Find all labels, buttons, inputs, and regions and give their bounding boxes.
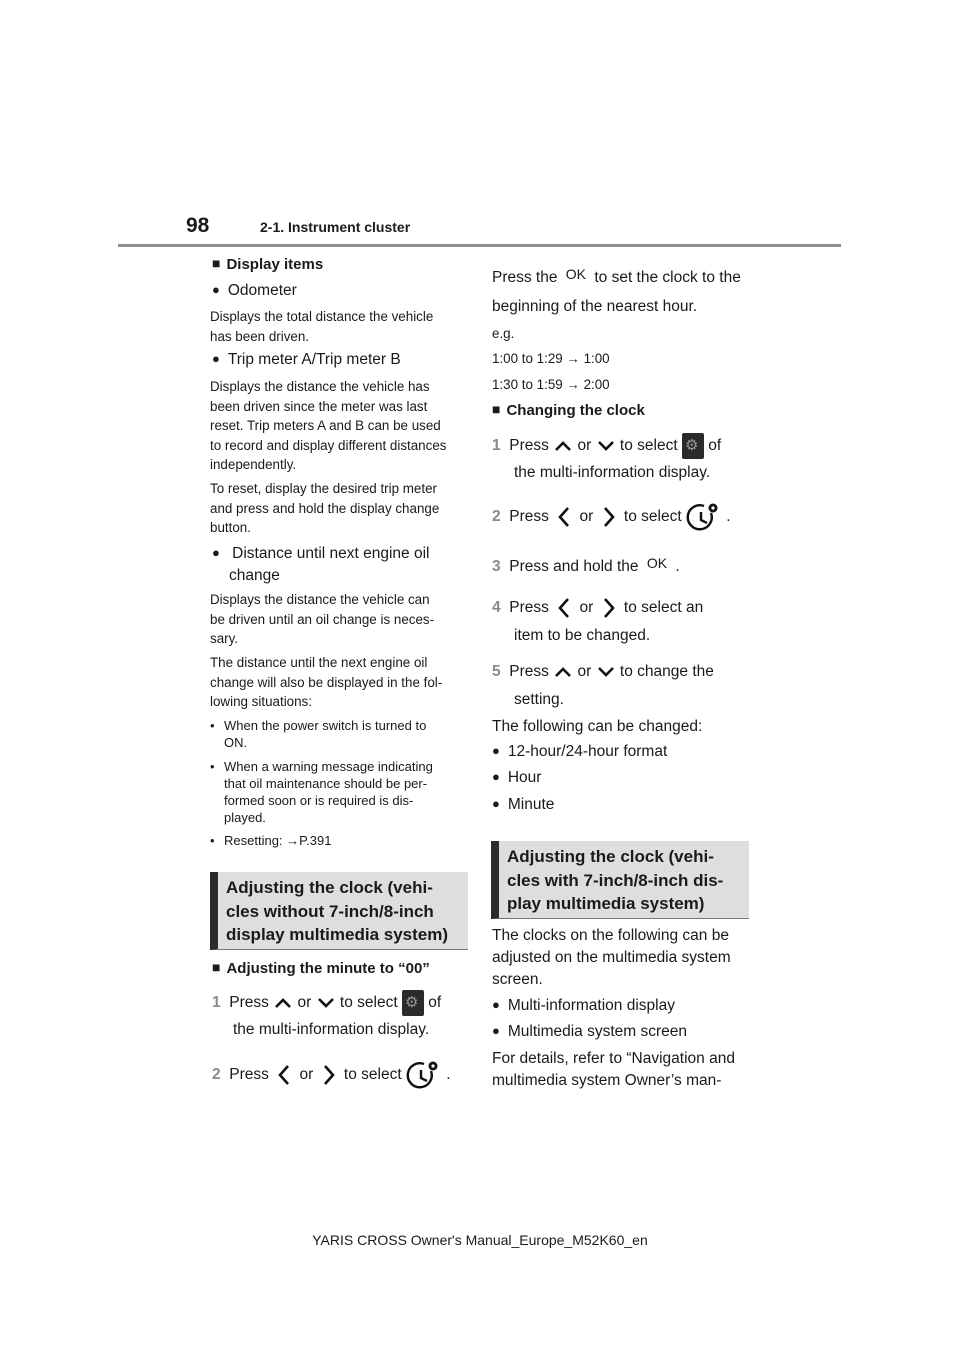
right-chevron-icon [318,1063,340,1087]
adjust-minute-heading: ■ Adjusting the minute to “00” [212,960,430,977]
oil-change-desc: Displays the distance the vehicle can be driven until an oil change is neces- sary. [210,592,435,646]
trip-reset-desc: To reset, display the desired trip meter and press and hold the display change button. [210,481,440,535]
left-step-1: 1 Press or to select ⚙ of [212,990,441,1016]
down-chevron-icon [596,665,616,679]
section-heading-clock-without-display: Adjusting the clock (vehi- cles without 7-inch/8-inch display multimedia system) [210,872,468,950]
sub-bullet-power-switch: • When the power switch is turned to ON. [210,718,427,750]
list-item: ● 12-hour/24-hour format [492,743,667,761]
right-chevron-icon [598,505,620,529]
left-chevron-icon [553,505,575,529]
left-step-2: 2 Press or to select . [212,1058,451,1092]
changing-clock-heading: ■ Changing the clock [492,402,645,419]
right-step-2: 2 Press or to select . [492,500,731,534]
left-chevron-icon [273,1063,295,1087]
right-step-4: 4 Press or to select an [492,596,703,620]
settings-gear-icon: ⚙ [402,990,424,1016]
list-item: ● Minute [492,796,554,814]
right-step-3: 3 Press and hold the OK . [492,555,680,575]
eg-line-2: 1:30 to 1:59 → 2:00 [492,377,610,392]
sub-bullet-warning: • When a warning message indicating that oil maintenance should be per- formed soon or is required is dis- played. [210,759,433,825]
list-item: ● Multi-information display [492,997,675,1015]
details-text: For details, refer to “Navigation and multimedia system Owner’s man- [492,1050,735,1089]
up-chevron-icon [553,439,573,453]
press-ok-text: Press the OK to set the clock to the [492,266,741,286]
right-step-5-line2: setting. [514,691,564,708]
up-chevron-icon [273,996,293,1010]
odometer-desc: Displays the total distance the vehicle has been driven. [210,309,434,344]
press-ok-line2: beginning of the nearest hour. [492,298,698,315]
list-item: ● Hour [492,769,541,787]
oil-change-heading: ● Distance until next engine oil change [212,543,430,587]
list-item: ● Multimedia system screen [492,1023,687,1041]
oil-change-desc2: The distance until the next engine oil change will also be displayed in the fol- lowing situations: [210,655,443,709]
clock-settings-icon [406,1058,442,1092]
trip-meter-desc: Displays the distance the vehicle has been driven since the meter was last reset. Trip meters A and B can be used to record and display different distances independently. [210,379,447,472]
left-step-1-line2: the multi-information display. [233,1021,430,1038]
down-chevron-icon [596,439,616,453]
footer-manual-title: YARIS CROSS Owner's Manual_Europe_M52K60_en [312,1232,648,1248]
section-heading-clock-with-display: Adjusting the clock (vehi- cles with 7-inch/8-inch dis- play multimedia system) [491,841,749,919]
up-chevron-icon [553,665,573,679]
eg-line-1: 1:00 to 1:29 → 1:00 [492,351,610,366]
settings-gear-icon: ⚙ [682,433,704,459]
following-text: The following can be changed: [492,718,703,735]
ok-icon: OK [565,266,587,282]
clocks-desc: The clocks on the following can be adjusted on the multimedia system screen. [492,927,731,988]
eg-label: e.g. [492,326,515,341]
page-number: 98 [186,214,210,237]
right-step-1-line2: the multi-information display. [514,464,711,481]
right-step-1: 1 Press or to select ⚙ of [492,433,721,459]
right-step-4-line2: item to be changed. [514,627,651,644]
right-chevron-icon [598,596,620,620]
chapter-title: 2-1. Instrument cluster [260,219,411,235]
left-chevron-icon [553,596,575,620]
sub-bullet-resetting: • Resetting: →P.391 [210,833,332,848]
right-step-5: 5 Press or to change the [492,663,714,680]
ok-icon: OK [646,555,668,571]
odometer-heading: ● Odometer [212,282,297,300]
trip-meter-heading: ● Trip meter A/Trip meter B [212,351,401,369]
down-chevron-icon [316,996,336,1010]
clock-settings-icon [686,500,722,534]
display-items-heading: ■ Display items [212,256,323,273]
header-rule [118,244,841,247]
